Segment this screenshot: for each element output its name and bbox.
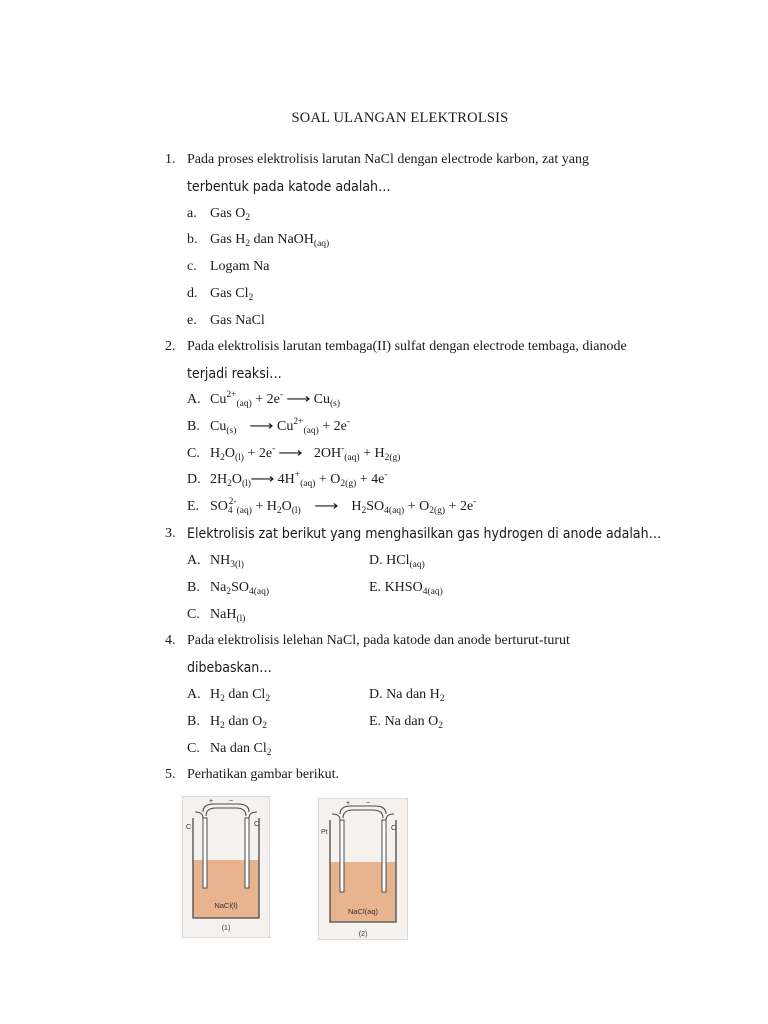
question-1-text-line2: terbentuk pada katode adalah… [187,179,391,195]
figure-2-electrode-right-label: C [391,825,397,832]
question-5-number: 5. [165,767,176,782]
q3-option-e: E. $KHSO_{4(aq)}$ [369,580,443,597]
q3-option-d: D. HCl$_{(aq)}$ [369,553,425,570]
q2-option-d: D. $2H_2O_{(l)}⟶$ $4H^+_{(aq)} + O_{2(g)} + 4e^-$ [187,470,388,489]
figure-2-electrode-left [340,820,344,892]
reaction-arrow: ⟶ [313,499,339,514]
figure-2-solution-label: NaCl(aq) [347,907,379,916]
figure-1-electrode-right [245,818,249,888]
figure-2-minus: − [366,800,371,807]
question-3-number: 3. [165,526,176,541]
figure-1-electrode-left [203,818,207,888]
q1-option-e: e. Gas NaCl [187,313,265,328]
electrolysis-figure-2 [318,798,408,940]
q1-option-c: c. Logam Na [187,259,270,274]
q4-option-a: A. $H_2$ dan $Cl_2$ [187,687,271,704]
reaction-arrow: ⟶ [286,392,311,407]
q4-option-c: C. Na dan $Cl_2$ [187,741,272,758]
q2-option-a: A. $Cu^{2+}_{(aq)} + 2e^-$ ⟶ $Cu_{(s)}$ [187,390,341,409]
electrolysis-figure-1 [182,796,270,938]
q1-option-b: b. Gas $H_2$ dan NaOH$_{(aq)}$ [187,232,330,249]
figure-2-plus: + [346,800,351,807]
figure-2-caption: (2) [358,931,368,938]
figure-1-caption: (1) [221,925,231,932]
q1-option-a: a. Gas $O_2$ [187,206,251,223]
question-1-number: 1. [165,152,176,167]
q2-option-c: C. $H_2O_{(l)} + 2e^-$ ⟶ $2OH^-_{(aq)} + H_{2(g)}$ [187,444,401,463]
reaction-arrow: ⟶ [249,419,274,434]
figure-1-plus: + [209,798,214,805]
question-4-text-line2: dibebaskan… [187,660,272,676]
figure-2-electrode-left-label: Pt [321,829,328,836]
q3-option-c: C. NaH$_{(l)}$ [187,607,246,624]
figure-1-minus: − [229,798,234,805]
figure-1-electrode-right-label: C [254,821,260,828]
figure-1-electrode-left-label: C [186,824,192,831]
q1-option-d: d. Gas $Cl_2$ [187,286,254,303]
question-2-number: 2. [165,339,176,354]
q3-option-a: A. $NH_{3(l)}$ [187,553,244,570]
figure-1-solution-label: NaCl(l) [214,901,238,910]
page-title: SOAL ULANGAN ELEKTROLSIS [291,110,509,126]
question-1-text-line1: Pada proses elektrolisis larutan NaCl dengan electrode karbon, zat yang [187,152,589,167]
q2-option-b: B. $Cu_{(s)}$ ⟶ $Cu^{2+}_{(aq)} + 2e^-$ [187,417,351,436]
figure-2-electrode-right [382,820,386,892]
question-5-text-line1: Perhatikan gambar berikut. [187,767,340,782]
q4-option-d: D. Na dan $H_2$ [369,687,445,704]
question-4-text-line1: Pada elektrolisis lelehan NaCl, pada katode dan anode berturut-turut [187,633,570,648]
question-2-text-line1: Pada elektrolisis larutan tembaga(II) sulfat dengan electrode tembaga, dianode [187,339,627,354]
question-4-number: 4. [165,633,176,648]
q4-option-b: B. $H_2$ dan $O_2$ [187,714,267,731]
question-3-text-line1: Elektrolisis zat berikut yang menghasilkan gas hydrogen di anode adalah… [187,526,662,542]
q2-option-e: E. $SO_4^{2-}_{(aq)} + H_2O_{(l)}$ ⟶ $H_2SO_{4(aq)} + O_{2(g)} + 2e^-$ [187,497,477,516]
q4-option-e: E. Na dan $O_2$ [369,714,443,731]
q3-option-b: B. $Na_2SO_{4(aq)}$ [187,580,270,597]
reaction-arrow: ⟶ [250,472,275,487]
question-2-text-line2: terjadi reaksi… [187,366,282,382]
reaction-arrow: ⟶ [278,446,303,461]
